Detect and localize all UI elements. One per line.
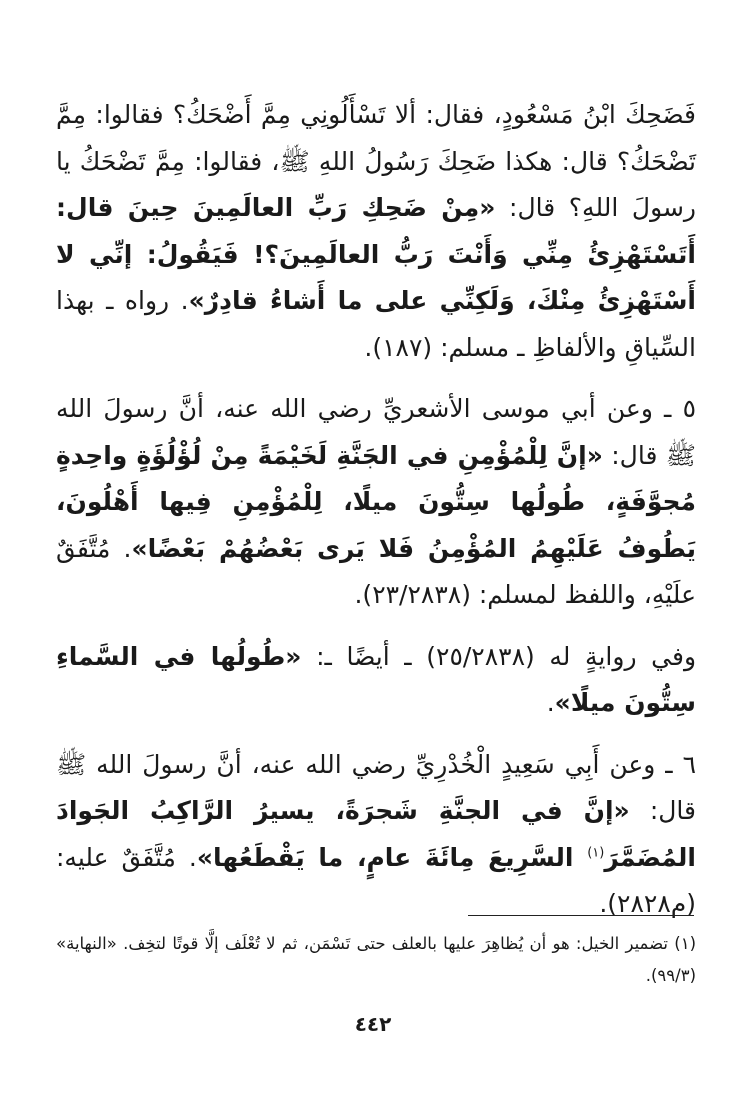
- paragraph-hadith-5-variant: [56, 634, 696, 727]
- hadith-quote-bold: «طُولُها في السَّماءِ سِتُّونَ ميلًا»: [56, 641, 696, 717]
- source-citation: رواه ـ بهذا السِّياقِ والألفاظِ ـ مسلم: (١٨٧).: [56, 286, 696, 362]
- end-mark: .: [546, 688, 555, 717]
- narration-text: وفي روايةٍ له (٢٥/٢٨٣٨) ـ أيضًا ـ:: [301, 641, 697, 671]
- footnote-divider: [468, 915, 694, 916]
- paragraph-hadith-4-continuation: [56, 92, 696, 371]
- source-citation: . مُتَّفَقٌ علَيْهِ، واللفظ لمسلم: (٢٣/٢٨٣٨).: [56, 533, 696, 609]
- hadith-quote-bold: «إنَّ لِلْمُؤْمِنِ في الجَنَّةِ لَخَيْمَةً مِنْ لُؤْلُؤَةٍ واحِدةٍ مُجوَّفَةٍ، طُولُها سِتُّونَ ميلًا، لِلْمُؤْمِنِ فِيها أَهْلُونَ، يَطُوفُ عَلَيْهِمُ المُؤْمِنُ فَلا يَرى بَعْضُهُمْ بَعْضًا»: [56, 440, 696, 563]
- footnote: (١) تضمير الخيل: هو أن يُظاهِرَ عليها بالعلف حتى تَسْمَن، ثم لا تُعْلَف إلَّا قوتًا لتخِف. «النهاية» (٩٩/٣).: [56, 934, 696, 985]
- hadith-quote-bold: «مِنْ ضَحِكِ رَبِّ العالَمِينَ حِينَ قال: أَتَسْتَهْزِئُ مِنِّي وَأَنْتَ رَبُّ العالَمِينَ؟! فَيَقُولُ: إنِّي لا أَسْتَهْزِئُ مِنْكَ، وَلَكِنِّي على ما أَشاءُ قادِرٌ»: [56, 193, 696, 315]
- narration-text: ٦ ـ وعن أَبِي سَعِيدٍ الْخُدْرِيِّ رضي الله عنه، أنَّ رسولَ الله ﷺ قال:: [56, 749, 697, 825]
- paragraph-hadith-6: [56, 742, 696, 928]
- source-citation: . مُتَّفَقٌ عليه: (م٢٨٢٨).: [56, 842, 696, 918]
- page-body: [56, 92, 696, 928]
- narration-text: ٥ ـ وعن أبي موسى الأشعريِّ رضي الله عنه، أنَّ رسولَ الله ﷺ قال:: [56, 394, 697, 470]
- footnote-reference[interactable]: (١): [587, 845, 605, 861]
- hadith-quote-bold-part-a: «إنَّ في الجنَّةِ شَجرَةً، يسيرُ الرَّاكِبُ الجَوادَ المُضَمَّرَ: [56, 796, 696, 872]
- narration-text: فَضَحِكَ ابْنُ مَسْعُودٍ، فقال: ألا تَسْأَلُونِي مِمَّ أَضْحَكُ؟ فقالوا: مِمَّ تَضْحَكُ؟ قال: هكذا ضَحِكَ رَسُولُ اللهِ ﷺ، فقالوا: مِمَّ تَضْحَكُ يا رسولَ اللهِ؟ قال:: [56, 100, 696, 222]
- end-mark: .: [180, 286, 189, 315]
- hadith-quote-bold-part-b: السَّرِيعَ مِائَةَ عامٍ، ما يَقْطَعُها»: [196, 842, 588, 872]
- paragraph-hadith-5: [56, 386, 696, 619]
- page-number: ٤٤٢: [354, 1012, 392, 1036]
